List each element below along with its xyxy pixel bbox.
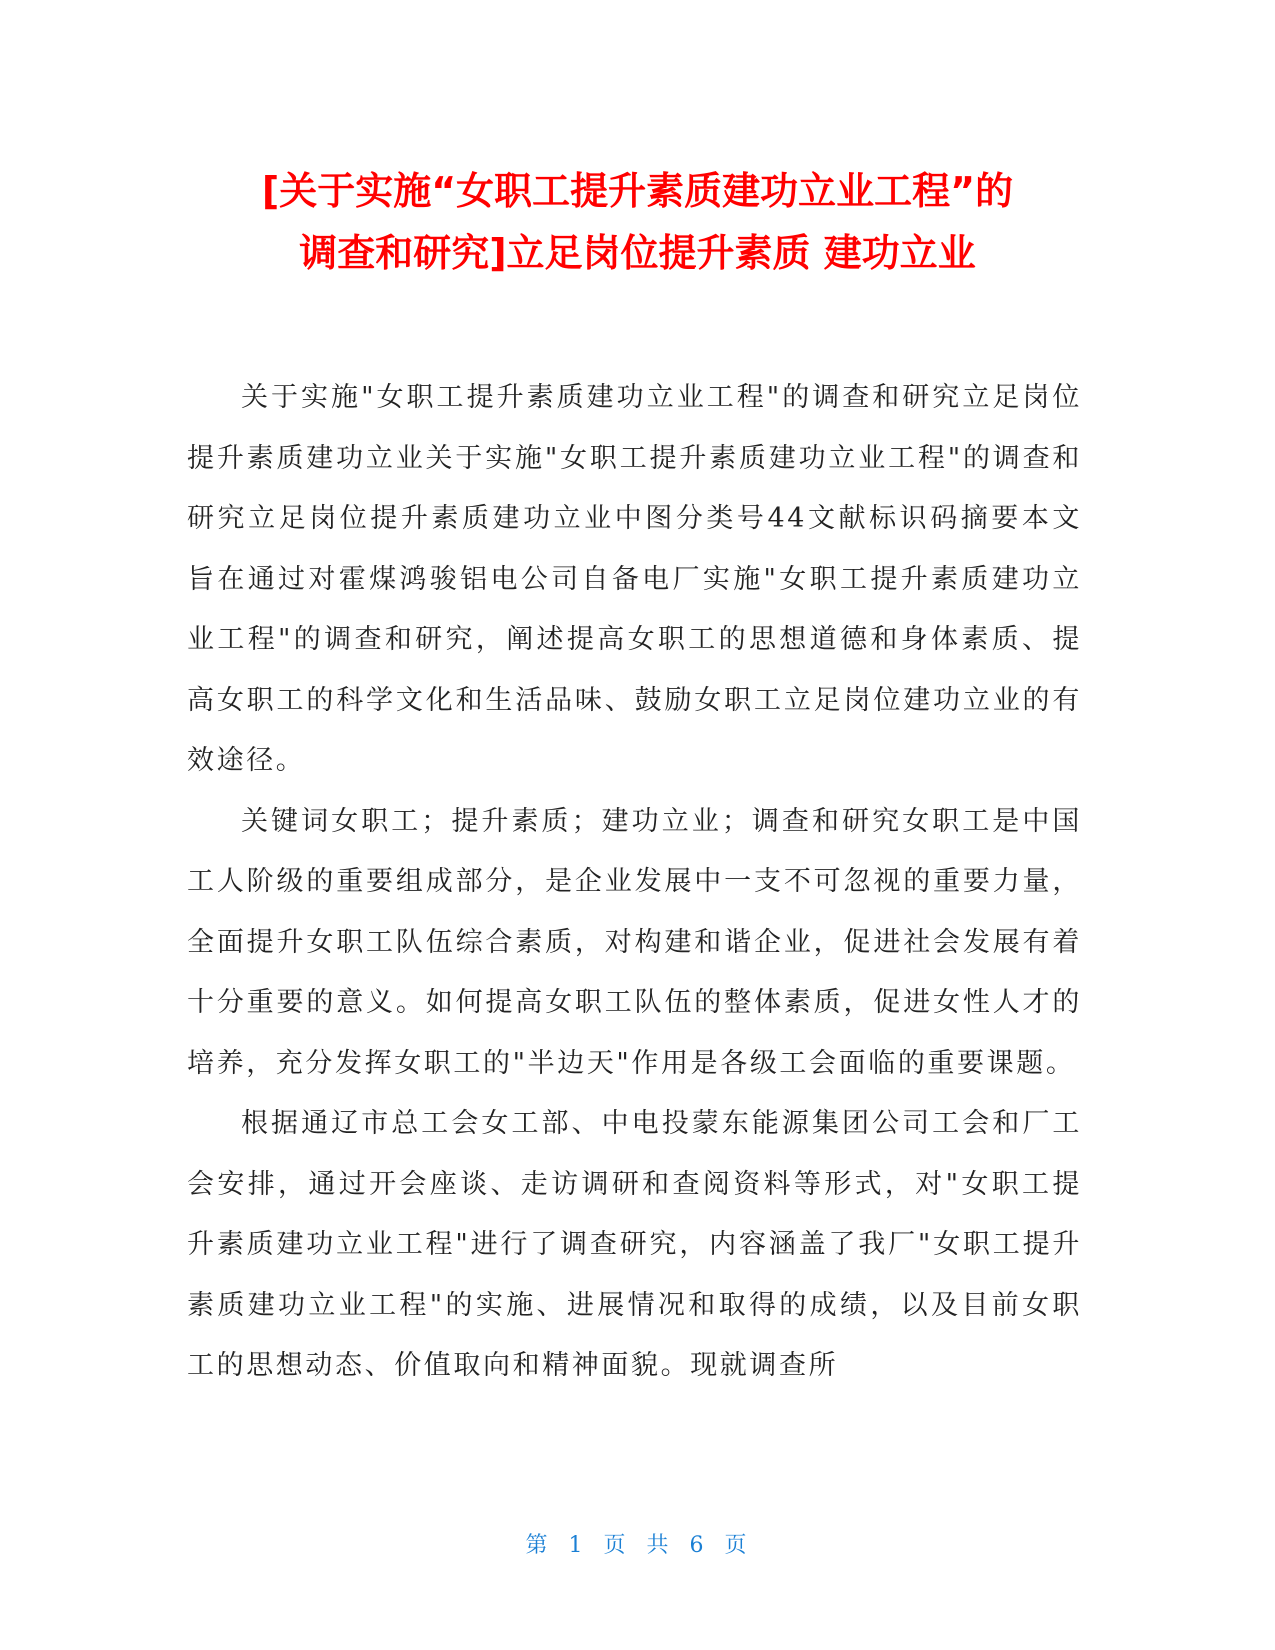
paragraph-background: 根据通辽市总工会女工部、中电投蒙东能源集团公司工会和厂工会安排，通过开会座谈、走访调研和查阅资料等形式，对"女职工提升素质建功立业工程"进行了调查研究，内容涵盖了我厂"女职工提升素质建功立业工程"的实施、进展情况和取得的成绩，以及目前女职工的思想动态、价值取向和精神面貌。现就调查所 [187, 1108, 1082, 1381]
footer-current-page: 1 [568, 1533, 586, 1558]
document-title [150, 160, 1125, 284]
title-line-1: [关于实施“女职工提升素质建功立业工程”的 [261, 169, 1014, 213]
paragraph-keywords: 关键词女职工；提升素质；建功立业；调查和研究女职工是中国工人阶级的重要组成部分，是企业发展中一支不可忽视的重要力量，全面提升女职工队伍综合素质，对构建和谐企业，促进社会发展有着十分重要的意义。如何提高女职工队伍的整体素质，促进女性人才的培养，充分发挥女职工的"半边天"作用是各级工会面临的重要课题。 [187, 805, 1082, 1079]
footer-total-pages: 6 [689, 1533, 707, 1558]
page-footer [0, 1528, 1275, 1559]
document-body [187, 368, 1082, 1397]
footer-label-page: 第 [525, 1533, 551, 1558]
paragraph-abstract: 关于实施"女职工提升素质建功立业工程"的调查和研究立足岗位提升素质建功立业关于实施"女职工提升素质建功立业工程"的调查和研究立足岗位提升素质建功立业中图分类号44文献标识码摘要本文旨在通过对霍煤鸿骏铝电公司自备电厂实施"女职工提升素质建功立业工程"的调查和研究，阐述提高女职工的思想道德和身体素质、提高女职工的科学文化和生活品味、鼓励女职工立足岗位建功立业的有效途径。 [187, 382, 1082, 776]
title-line-2: 调查和研究]立足岗位提升素质 建功立业 [299, 231, 976, 275]
footer-label-of: 页 [603, 1533, 629, 1558]
footer-label-total: 共 [646, 1533, 672, 1558]
footer-label-end: 页 [724, 1533, 750, 1558]
